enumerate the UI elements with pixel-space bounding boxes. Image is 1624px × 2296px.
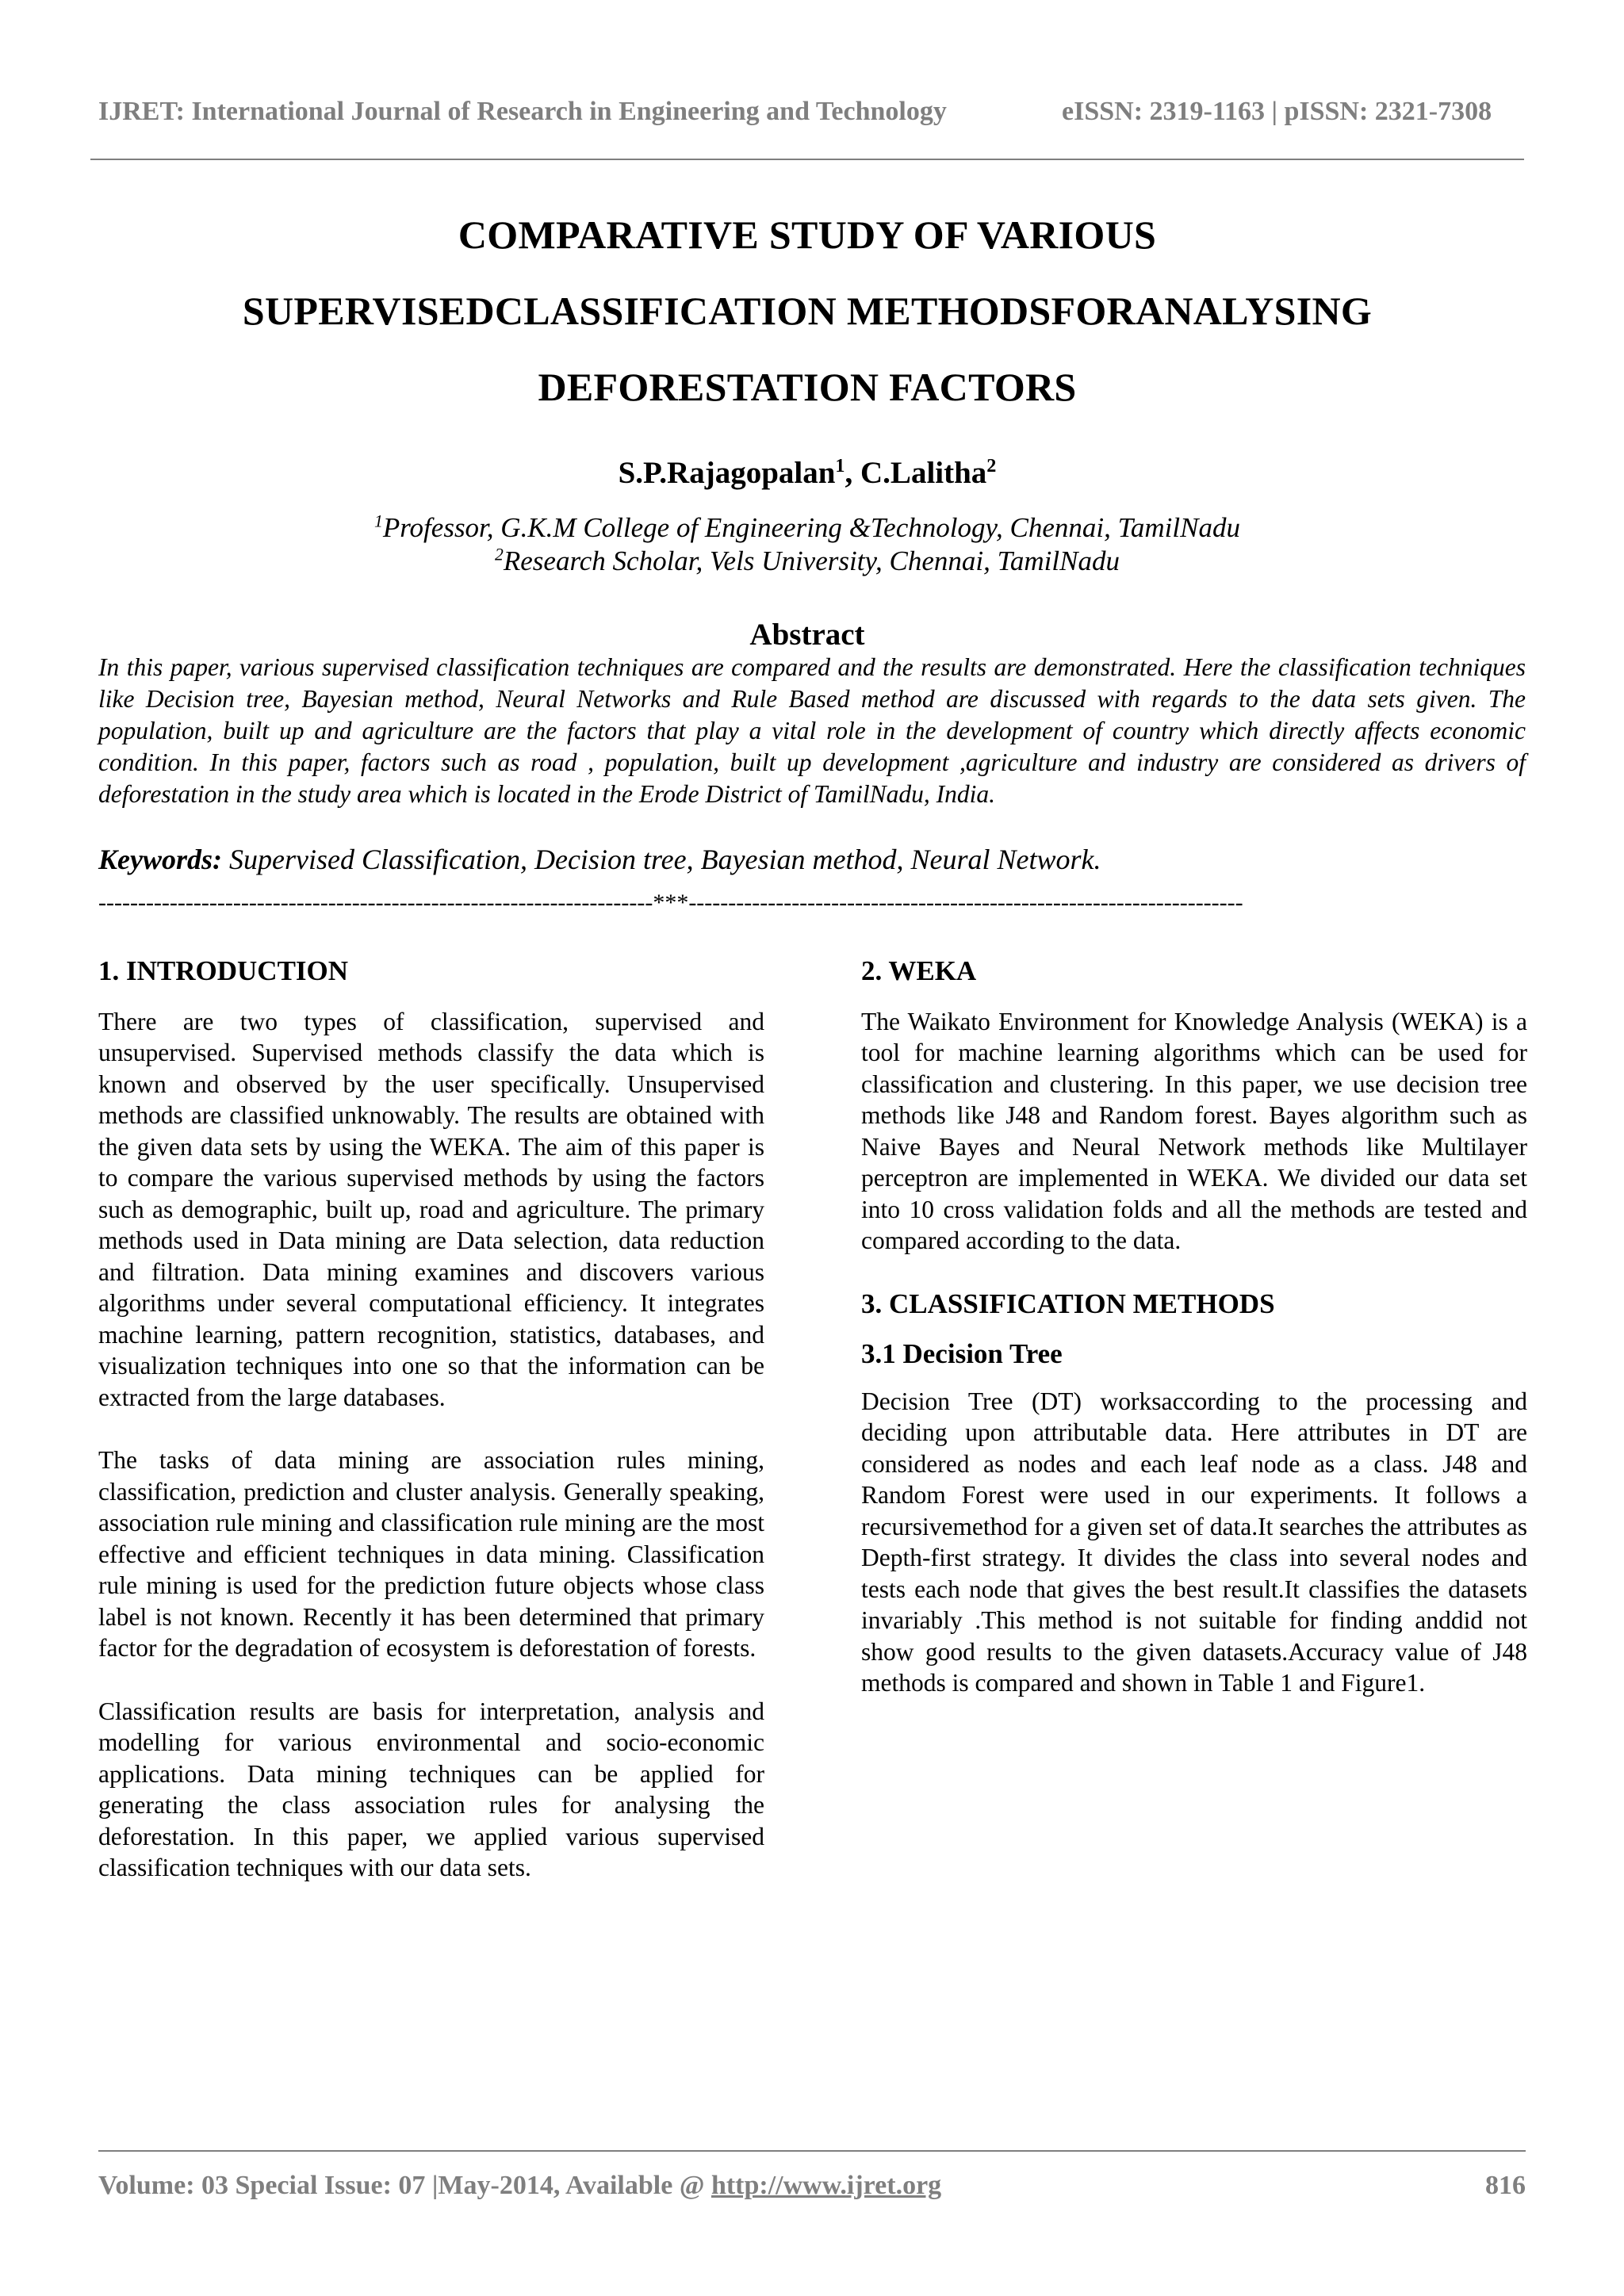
paper-title (90, 197, 1524, 425)
journal-website-link[interactable]: http://www.ijret.org (710, 2171, 942, 2200)
weka-paragraph: The Waikato Environment for Knowledge Analysis (WEKA) is a tool for machine learning algorithms which can be used for classification and clustering. In this paper, we use decision tree methods like J48 and Random forest. Bayes algorithm such as Naive Bayes and Neural Network methods like Multilayer perceptron are implemented in WEKA. We divided our data set into 10 cross validation folds and all the methods are tested and compared according to the data. (861, 1007, 1527, 1254)
keywords-label: Keywords: (98, 844, 222, 875)
author-list (90, 455, 1524, 491)
affiliation-2 (90, 545, 1524, 578)
author-2-affil-mark: 2 (986, 455, 997, 476)
issn-info: eISSN: 2319-1163 | pISSN: 2321-7308 (1062, 97, 1492, 126)
introduction-paragraph-1: There are two types of classification, supervised and unsupervised. Supervised methods classify the data which is known and observed by the user specifically. Unsupervised methods are classified unknowably. The results are obtained with the given data sets by using the WEKA. The aim of this paper is to compare the various supervised methods by using the factors such as demographic, built up, road and agriculture. The primary methods used in Data mining are Data selection, data reduction and filtration. Data mining examines and discovers various algorithms under several computational efficiency. It integrates machine learning, pattern recognition, statistics, databases, and visualization techniques into one so that the information can be extracted from the large databases. (98, 1007, 764, 1411)
introduction-heading: 1. INTRODUCTION (98, 955, 349, 986)
title-line-1: COMPARATIVE STUDY OF VARIOUS (458, 212, 1157, 257)
introduction-paragraph-2: The tasks of data mining are association rules mining, classification, prediction and cluster analysis. Generally speaking, association rule mining and classification rule mining are the most effective and efficient techniques in data mining. Classification rule mining is used for the prediction future objects whose class label is not known. Recently it has been determined that primary factor for the degradation of ecosystem is deforestation of forests. (98, 1446, 764, 1662)
keywords (98, 843, 1526, 876)
title-line-2: SUPERVISEDCLASSIFICATION METHODSFORANALYSING (242, 289, 1373, 333)
author-separator: , (845, 456, 861, 490)
decision-tree-paragraph: Decision Tree (DT) worksaccording to the processing and deciding upon attributable data. Here attributes in DT are considered as nodes and each leaf node as a class. J48 and Random Forest were used in our experiments. It follows a recursivemethod for a given set of data.It searches the attributes as Depth-first strategy. It divides the class into several nodes and tests each node that gives the best result.It classifies the datasets invariably .This method is not suitable for finding anddid not show good results to the given datasets.Accuracy value of J48 methods is compared and shown in Table 1 and Figure1. (861, 1387, 1527, 1697)
section-separator: ----------------------------------------------------------------------***---------------------------------------------------------------------- (98, 890, 1243, 916)
author-1-affil-mark: 1 (835, 455, 845, 476)
introduction-paragraph-3: Classification results are basis for interpretation, analysis and modelling for various environmental and socio-economic applications. Data mining techniques can be applied for generating the class association rules for analysing the deforestation. In this paper, we applied various supervised classification techniques with our data sets. (98, 1697, 764, 1881)
abstract-heading: Abstract (749, 618, 865, 652)
header-divider (90, 159, 1524, 160)
right-column (861, 955, 1527, 1731)
footer-divider (98, 2150, 1526, 2152)
page-number: 816 (1485, 2171, 1526, 2200)
title-line-3: DEFORESTATION FACTORS (538, 365, 1077, 409)
volume-info: Volume: 03 Special Issue: 07 |May-2014, Available @ (98, 2171, 711, 2200)
weka-heading: 2. WEKA (861, 955, 977, 986)
page-footer (98, 2171, 1526, 2201)
classification-methods-heading: 3. CLASSIFICATION METHODS (861, 1288, 1275, 1319)
author-1: S.P.Rajagopalan (618, 456, 836, 490)
affiliation-2-mark: 2 (495, 545, 504, 564)
abstract-text: In this paper, various supervised classification techniques are compared and the results are demonstrated. Here the classification techniques like Decision tree, Bayesian method, Neural Networks and Rule Based method are discussed with regards to the data sets given. The population, built up and agriculture are the factors that play a vital role in the development of country which directly affects economic condition. In this paper, factors such as road , population, built up development ,agriculture and industry are considered as drivers of deforestation in the study area which is located in the Erode District of TamilNadu, India. (98, 653, 1526, 808)
affiliation-1-text: Professor, G.K.M College of Engineering &Technology, Chennai, TamilNadu (382, 512, 1240, 543)
decision-tree-heading: 3.1 Decision Tree (861, 1338, 1063, 1369)
affiliations (90, 511, 1524, 578)
affiliation-2-text: Research Scholar, Vels University, Chennai, TamilNadu (503, 545, 1120, 576)
affiliation-1-mark: 1 (374, 511, 383, 531)
journal-name: IJRET: International Journal of Research in Engineering and Technology (98, 97, 947, 126)
keywords-text: Supervised Classification, Decision tree, Bayesian method, Neural Network. (222, 844, 1101, 875)
left-column (98, 955, 764, 1915)
author-2: C.Lalitha (860, 456, 987, 490)
affiliation-1 (90, 511, 1524, 545)
